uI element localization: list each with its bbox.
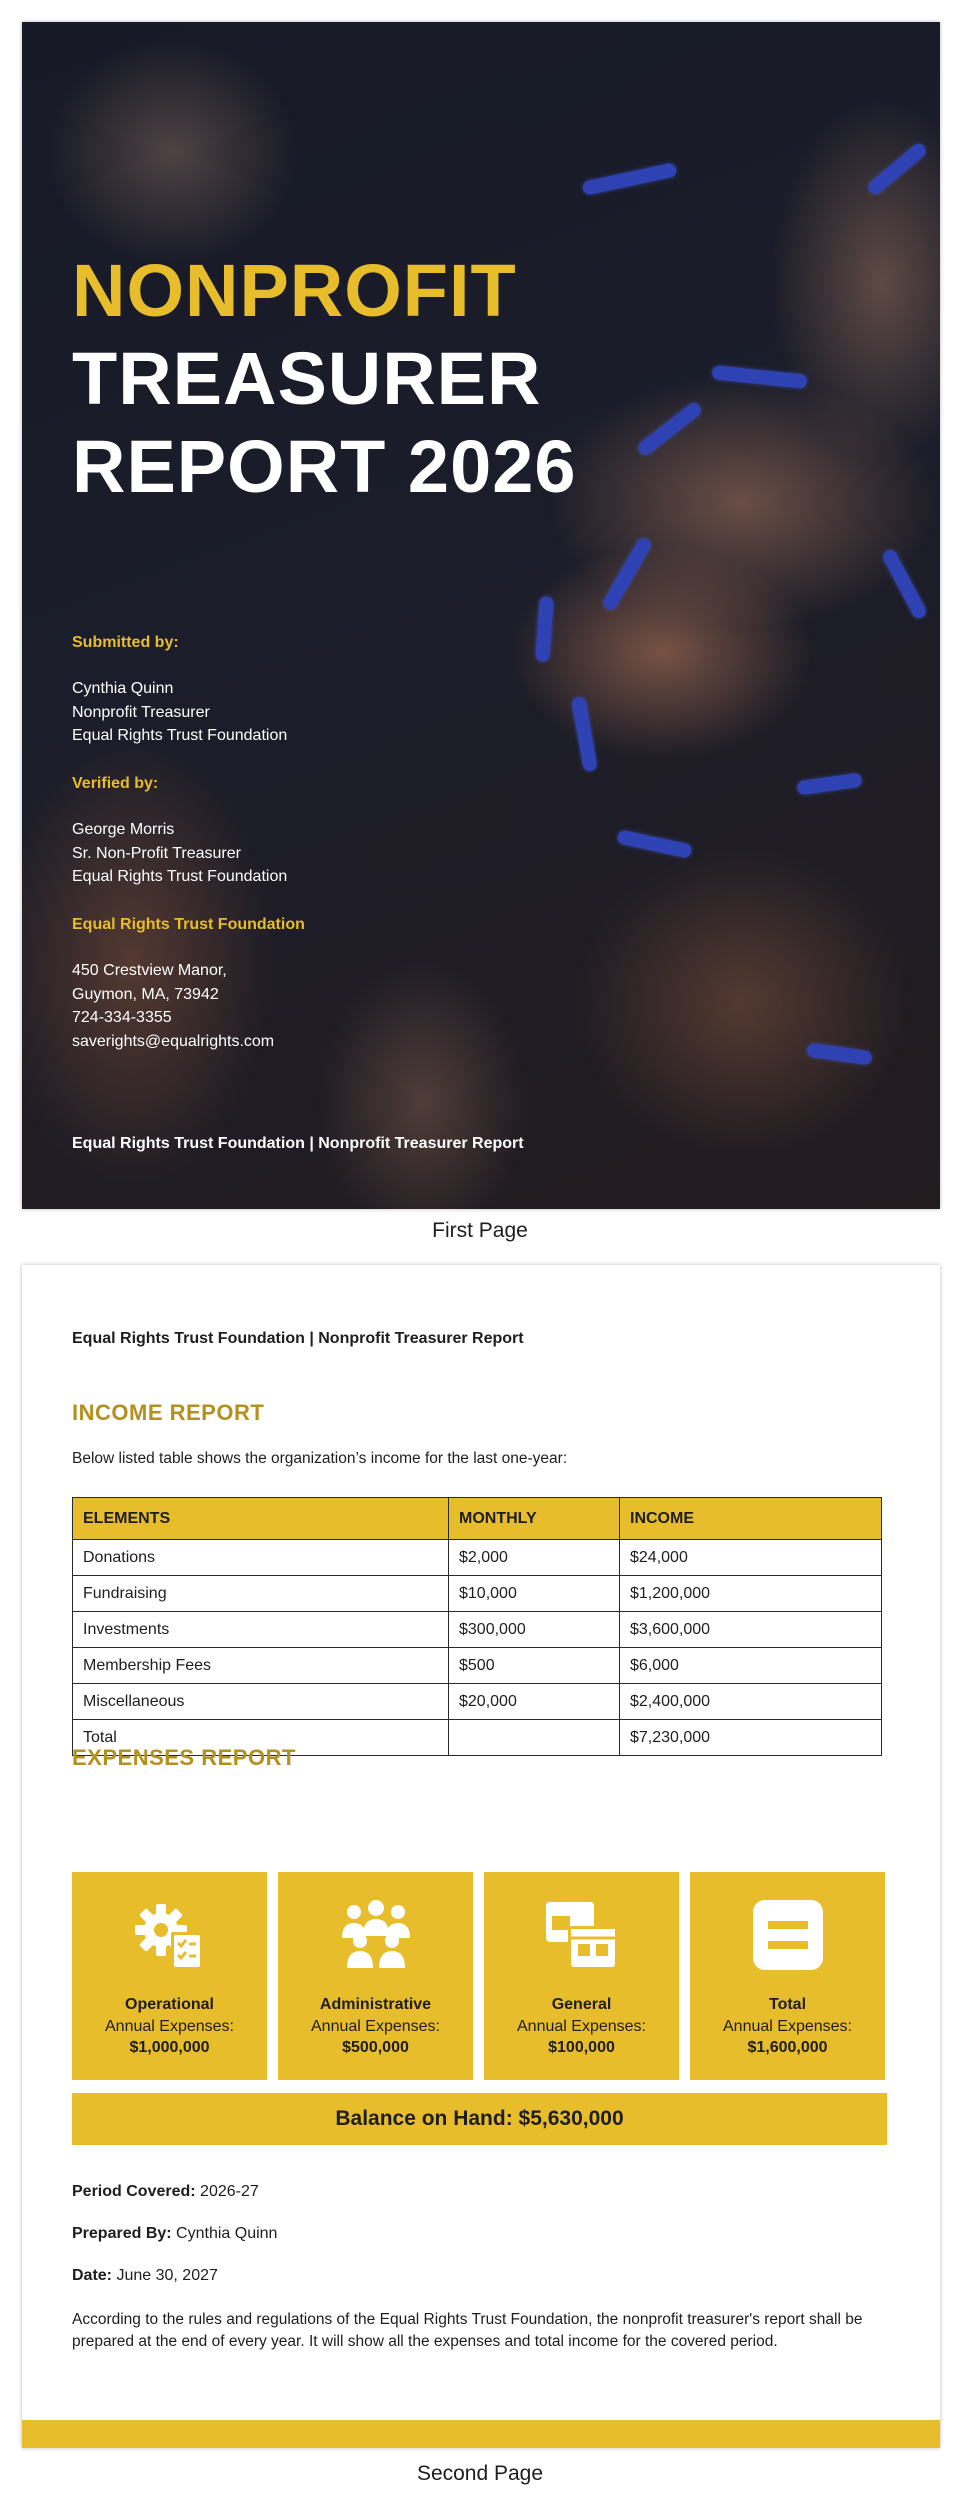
prepared-value: Cynthia Quinn: [176, 2225, 278, 2242]
verified-org: Equal Rights Trust Foundation: [72, 868, 288, 885]
table-cell: Total: [73, 1720, 449, 1756]
period-label: Period Covered:: [72, 2183, 196, 2200]
table-row: [73, 1576, 882, 1612]
table-cell: [449, 1720, 620, 1756]
table-cell: $10,000: [449, 1576, 620, 1612]
period-value: 2026-27: [200, 2183, 259, 2200]
table-cell: $1,200,000: [620, 1576, 882, 1612]
card-subtitle: Annual Expenses:: [311, 2018, 440, 2035]
card-title: Administrative: [319, 1996, 432, 2013]
table-row: [73, 1540, 882, 1576]
cover-title-line2: TREASURER: [72, 337, 542, 420]
wristband: [806, 1043, 872, 1066]
submitted-name: Cynthia Quinn: [72, 680, 174, 697]
bottom-accent-bar: [22, 2420, 940, 2448]
card-title: Total: [768, 1996, 807, 2013]
table-cell: Miscellaneous: [73, 1684, 449, 1720]
wristband: [636, 400, 704, 457]
table-cell: $20,000: [449, 1684, 620, 1720]
contact-address1: 450 Crestview Manor,: [72, 962, 227, 979]
prepared-by: [72, 2225, 277, 2243]
table-cell: $2,400,000: [620, 1684, 882, 1720]
table-cell: Donations: [73, 1540, 449, 1576]
prepared-label: Prepared By:: [72, 2225, 172, 2242]
table-cell: $24,000: [620, 1540, 882, 1576]
period-covered: [72, 2183, 259, 2201]
cover-title: [72, 247, 577, 511]
column-header-elements: ELEMENTS: [73, 1498, 449, 1540]
contact-label: Equal Rights Trust Foundation: [72, 916, 305, 933]
expense-cards: [72, 1872, 887, 2080]
expense-card-administrative: [278, 1872, 473, 2080]
column-header-income: INCOME: [620, 1498, 882, 1540]
expense-card-general: [484, 1872, 679, 2080]
wristband: [601, 536, 653, 612]
table-cell: $500: [449, 1648, 620, 1684]
table-header-row: [73, 1498, 882, 1540]
closing-paragraph: According to the rules and regulations of the Equal Rights Trust Foundation, the nonprofit treasurer's report shall be prepared at the end of every year. It will show all the expenses and total income for the covered period.: [72, 2311, 863, 2350]
card-value: $1,000,000: [129, 2039, 210, 2056]
table-cell: Membership Fees: [73, 1648, 449, 1684]
card-subtitle: Annual Expenses:: [105, 2018, 234, 2035]
wristband: [712, 365, 808, 389]
second-page-caption: Second Page: [416, 2462, 544, 2485]
table-cell: $3,600,000: [620, 1612, 882, 1648]
table-row: [73, 1612, 882, 1648]
wristband: [535, 596, 554, 662]
verified-name: George Morris: [72, 821, 175, 838]
team-icon: [336, 1898, 416, 1975]
gear-checklist-icon: [133, 1898, 207, 1979]
first-page-caption: First Page: [432, 1219, 528, 1242]
income-report-title: INCOME REPORT: [72, 1400, 265, 1425]
card-title: General: [551, 1996, 612, 2013]
expense-card-operational: [72, 1872, 267, 2080]
table-cell: Investments: [73, 1612, 449, 1648]
table-row: [73, 1684, 882, 1720]
wristband: [571, 696, 598, 772]
date-label: Date:: [72, 2267, 113, 2284]
verified-block: [72, 775, 287, 889]
wristband: [582, 162, 678, 195]
submitted-org: Equal Rights Trust Foundation: [72, 727, 288, 744]
windows-icon: [544, 1898, 620, 1979]
cover-footer: Equal Rights Trust Foundation | Nonprofit Treasurer Report: [72, 1135, 524, 1152]
income-table: [72, 1497, 882, 1756]
expense-card-total: [690, 1872, 885, 2080]
wristband: [881, 548, 929, 621]
equals-icon: [751, 1898, 825, 1977]
date-value: June 30, 2027: [116, 2267, 218, 2284]
cover-title-line3: REPORT 2026: [72, 425, 577, 508]
wristband: [866, 141, 929, 197]
expenses-report-title: EXPENSES REPORT: [72, 1745, 296, 1770]
table-cell: $7,230,000: [620, 1720, 882, 1756]
contact-block: [72, 916, 305, 1053]
card-subtitle: Annual Expenses:: [723, 2018, 852, 2035]
page-header: Equal Rights Trust Foundation | Nonprofit Treasurer Report: [72, 1330, 524, 1347]
table-cell: Fundraising: [73, 1576, 449, 1612]
submitted-role: Nonprofit Treasurer: [72, 703, 210, 721]
card-subtitle: Annual Expenses:: [517, 2018, 646, 2035]
card-value: $500,000: [342, 2039, 409, 2056]
report-date: [72, 2267, 218, 2285]
cover-page: [22, 22, 940, 1209]
table-cell: $300,000: [449, 1612, 620, 1648]
cover-title-line1: NONPROFIT: [72, 249, 517, 332]
contact-address2: Guymon, MA, 73942: [72, 985, 219, 1003]
submitted-block: [72, 634, 287, 748]
balance-banner: Balance on Hand: $5,630,000: [72, 2093, 887, 2145]
table-row: [73, 1648, 882, 1684]
wristband: [616, 829, 692, 858]
column-header-monthly: MONTHLY: [449, 1498, 620, 1540]
card-value: $1,600,000: [747, 2039, 828, 2056]
second-page: [22, 1265, 940, 2448]
income-intro: Below listed table shows the organization’s income for the last one-year:: [72, 1450, 568, 1467]
contact-phone: 724-334-3355: [72, 1009, 172, 1026]
submitted-label: Submitted by:: [72, 634, 179, 651]
table-cell: $2,000: [449, 1540, 620, 1576]
table-cell: $6,000: [620, 1648, 882, 1684]
card-title: Operational: [125, 1996, 214, 2013]
wristband: [796, 773, 862, 796]
contact-email: saverights@equalrights.com: [72, 1032, 275, 1050]
card-value: $100,000: [548, 2039, 615, 2056]
verified-label: Verified by:: [72, 775, 159, 792]
verified-role: Sr. Non-Profit Treasurer: [72, 844, 241, 862]
